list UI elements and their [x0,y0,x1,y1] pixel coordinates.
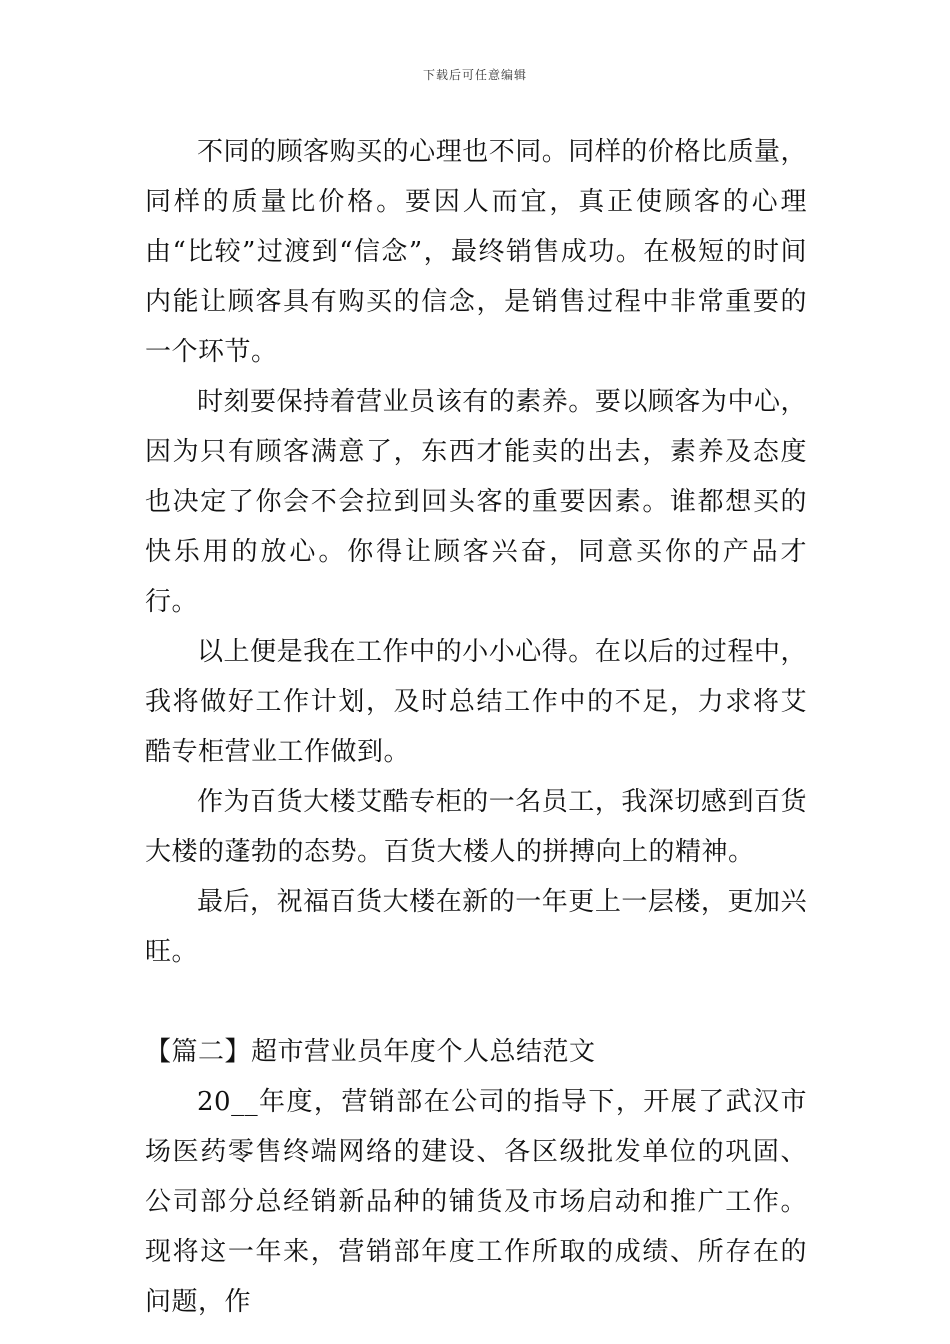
paragraph-employee-feeling: 作为百货大楼艾酷专柜的一名员工，我深切感到百货大楼的蓬勃的态势。百货大楼人的拼搏向上的精神。 [145,787,807,867]
section-heading: 【篇二】超市营业员年度个人总结范文 [145,1037,596,1067]
paragraph-closing-wish: 最后，祝福百货大楼在新的一年更上一层楼，更加兴旺。 [145,887,807,967]
paragraph-staff-quality: 时刻要保持着营业员该有的素养。要以顾客为中心，因为只有顾客满意了，东西才能卖的出去，素养及态度也决定了你会不会拉到回头客的重要因素。谁都想买的快乐用的放心。你得让顾客兴奋，同意买你的产品才行。 [145,387,807,617]
paragraph-customer-psychology: 不同的顾客购买的心理也不同。同样的价格比质量，同样的质量比价格。要因人而宜，真正使顾客的心理由“比较”过渡到“信念”，最终销售成功。在极短的时间内能让顾客具有购买的信念，是销售过程中非常重要的一个环节。 [145,137,807,367]
paragraph-work-insights: 以上便是我在工作中的小小心得。在以后的过程中，我将做好工作计划，及时总结工作中的不足，力求将艾酷专柜营业工作做到。 [145,637,807,767]
document-body [145,127,807,1327]
paragraph-annual-summary: 20__年度，营销部在公司的指导下，开展了武汉市场医药零售终端网络的建设、各区级批发单位的巩固、公司部分总经销新品种的铺货及市场启动和推广工作。现将这一年来，营销部年度工作所取的成绩、所存在的问题，作 [145,1087,807,1317]
page-header-note: 下载后可任意编辑 [422,68,527,82]
